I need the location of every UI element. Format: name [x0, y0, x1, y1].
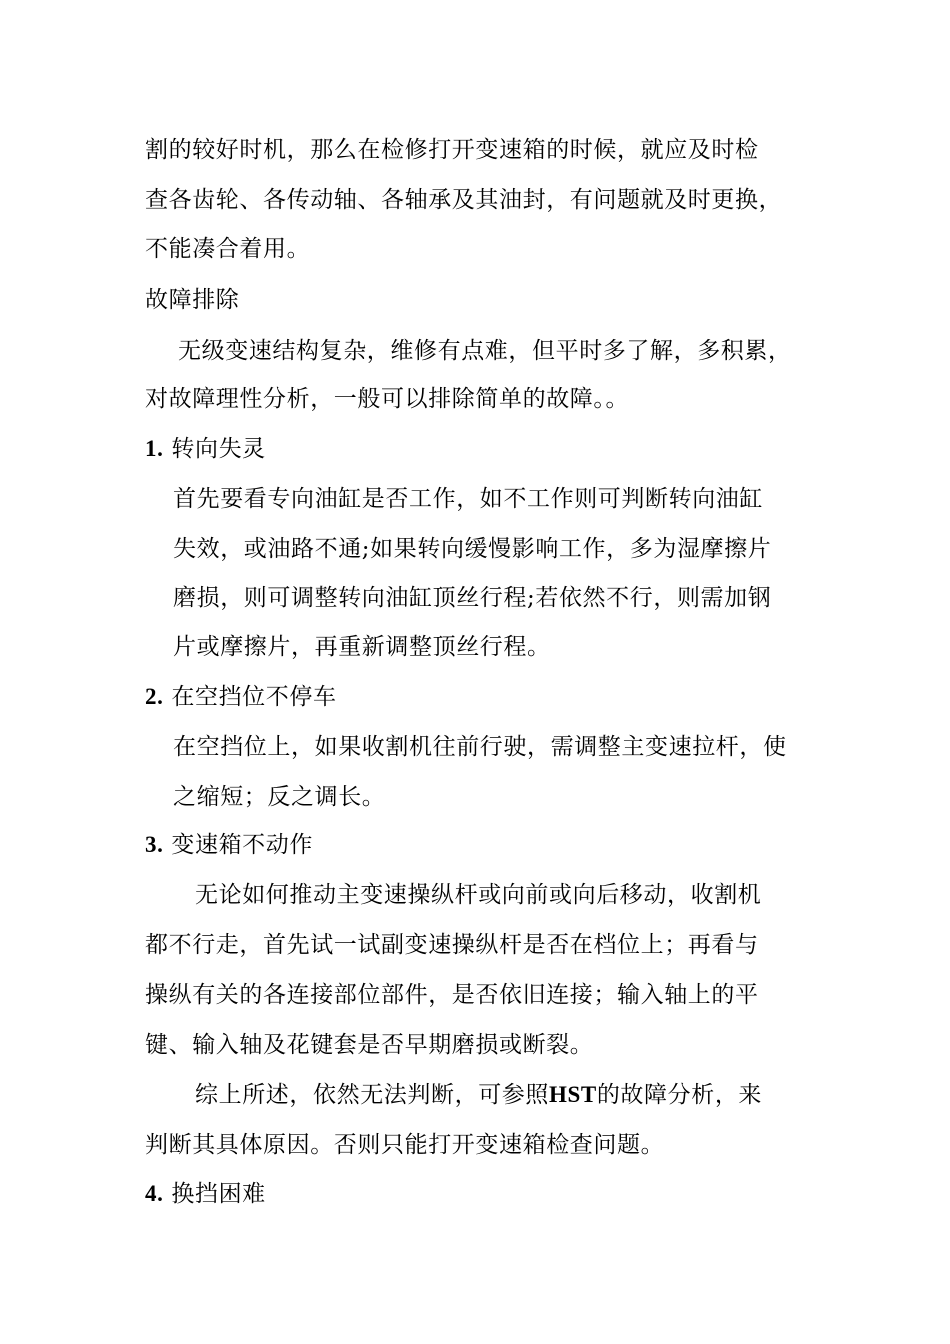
heading-number: 1.: [145, 436, 164, 461]
paragraph-line: 不能凑合着用。: [145, 236, 311, 262]
paragraph-line: 在空挡位上，如果收割机往前行驶，需调整主变速拉杆，使: [173, 734, 787, 760]
heading-number: 2.: [145, 684, 164, 709]
section-heading: 故障排除: [145, 287, 240, 313]
paragraph-line: 判断其具体原因。否则只能打开变速箱检查问题。: [145, 1132, 665, 1158]
heading-text: 变速箱不动作: [171, 832, 313, 858]
hst-term: HST: [549, 1082, 597, 1107]
paragraph-line: 查各齿轮、各传动轴、各轴承及其油封，有问题就及时更换，: [145, 187, 783, 213]
paragraph-line: 都不行走，首先试一试副变速操纵杆是否在档位上；再看与: [145, 932, 759, 958]
paragraph-line: 对故障理性分析，一般可以排除简单的故障。。: [145, 386, 630, 412]
paragraph-line: 片或摩擦片，再重新调整顶丝行程。: [173, 634, 551, 660]
paragraph-line: 无级变速结构复杂，维修有点难，但平时多了解，多积累，: [178, 338, 792, 364]
summary-text: 综上所述，依然无法判断，可参照: [195, 1082, 549, 1108]
paragraph-line: 首先要看专向油缸是否工作，如不工作则可判断转向油缸: [173, 486, 763, 512]
heading-number: 4.: [145, 1181, 164, 1206]
numbered-heading: [145, 682, 337, 712]
heading-text: 转向失灵: [171, 436, 266, 462]
numbered-heading: [145, 830, 313, 860]
paragraph-line: 失效，或油路不通;如果转向缓慢影响工作，多为湿摩擦片: [173, 536, 772, 562]
paragraph-line: 键、输入轴及花键套是否早期磨损或断裂。: [145, 1032, 594, 1058]
heading-text: 换挡困难: [171, 1181, 266, 1207]
paragraph-line: 操纵有关的各连接部位部件，是否依旧连接；输入轴上的平: [145, 982, 759, 1008]
heading-number: 3.: [145, 832, 164, 857]
numbered-heading: [145, 1179, 266, 1209]
paragraph-line: 无论如何推动主变速操纵杆或向前或向后移动，收割机: [195, 882, 762, 908]
paragraph-line: [195, 1080, 762, 1110]
summary-text: 的故障分析，来: [596, 1082, 763, 1108]
paragraph-line: 割的较好时机，那么在检修打开变速箱的时候，就应及时检: [145, 137, 759, 163]
paragraph-line: 磨损，则可调整转向油缸顶丝行程;若依然不行，则需加钢: [173, 585, 772, 611]
paragraph-line: 之缩短；反之调长。: [173, 784, 386, 810]
heading-text: 在空挡位不停车: [171, 684, 337, 710]
numbered-heading: [145, 434, 266, 464]
